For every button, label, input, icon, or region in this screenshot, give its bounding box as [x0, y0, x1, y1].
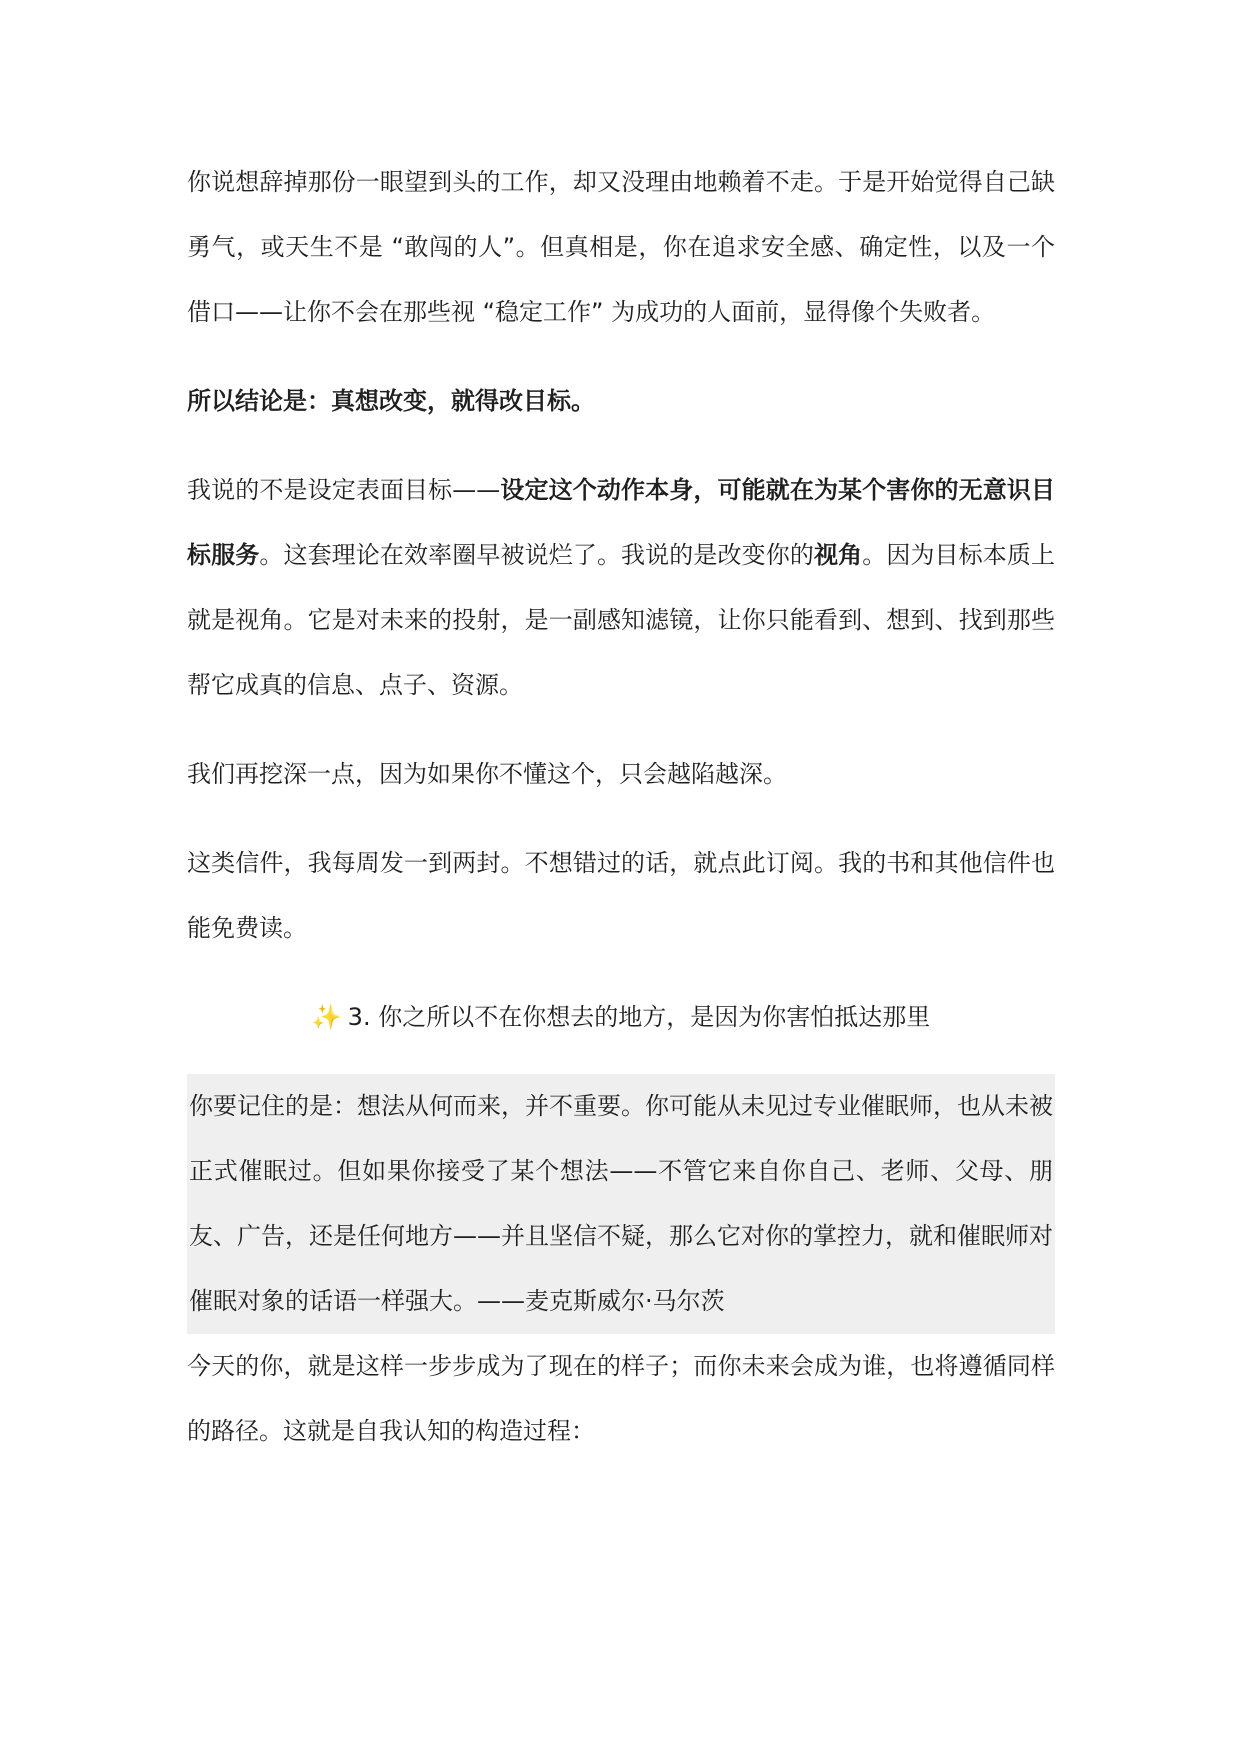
- conclusion-paragraph: 所以结论是：真想改变，就得改目标。: [187, 387, 595, 415]
- block-quote: 你要记住的是：想法从何而来，并不重要。你可能从未见过专业催眠师，也从未被正式催眠过。但如果你接受了某个想法——不管它来自你自己、老师、父母、朋友、广告，还是任何地方——并且坚信不疑，那么它对你的掌控力，就和催眠师对催眠对象的话语一样强大。——麦克斯威尔·马尔茨: [187, 1074, 1055, 1334]
- paragraph-3-part-c: 。这套理论在效率圈早被说烂了。我说的是改变你的: [259, 541, 814, 569]
- paragraph-3-bold-a: 设定这个动作本身，可能就在为某个害你的无意识目标服务: [187, 476, 1056, 569]
- subscribe-paragraph: 这类信件，我每周发一到两封。不想错过的话，就点此订阅。我的书和其他信件也能免费读。: [187, 849, 1055, 942]
- paragraph-3-part-e: 。因为目标本质上就是视角。它是对未来的投射，是一副感知滤镜，让你只能看到、想到、找到那些帮它成真的信息、点子、资源。: [187, 541, 1056, 699]
- paragraph-4: 我们再挖深一点，因为如果你不懂这个，只会越陷越深。: [187, 760, 787, 788]
- paragraph-1: 你说想辞掉那份一眼望到头的工作，却又没理由地赖着不走。于是开始觉得自己缺勇气，或天生不是 “敢闯的人”。但真相是，你在追求安全感、确定性，以及一个借口——让你不会在那些视 “稳定工作” 为成功的人面前，显得像个失败者。: [187, 168, 1055, 326]
- section-heading-text: 3. 你之所以不在你想去的地方，是因为你害怕抵达那里: [347, 1003, 931, 1031]
- paragraph-3-part-a: 我说的不是设定表面目标——: [187, 476, 501, 504]
- paragraph-3-bold-d: 视角: [813, 541, 863, 569]
- paragraph-3: [187, 458, 1055, 718]
- paragraph-6: 今天的你，就是这样一步步成为了现在的样子；而你未来会成为谁，也将遵循同样的路径。这就是自我认知的构造过程：: [187, 1352, 1055, 1445]
- article-body: [187, 150, 1055, 1488]
- section-heading: [187, 985, 1055, 1050]
- sparkles-icon: ✨: [311, 1003, 342, 1031]
